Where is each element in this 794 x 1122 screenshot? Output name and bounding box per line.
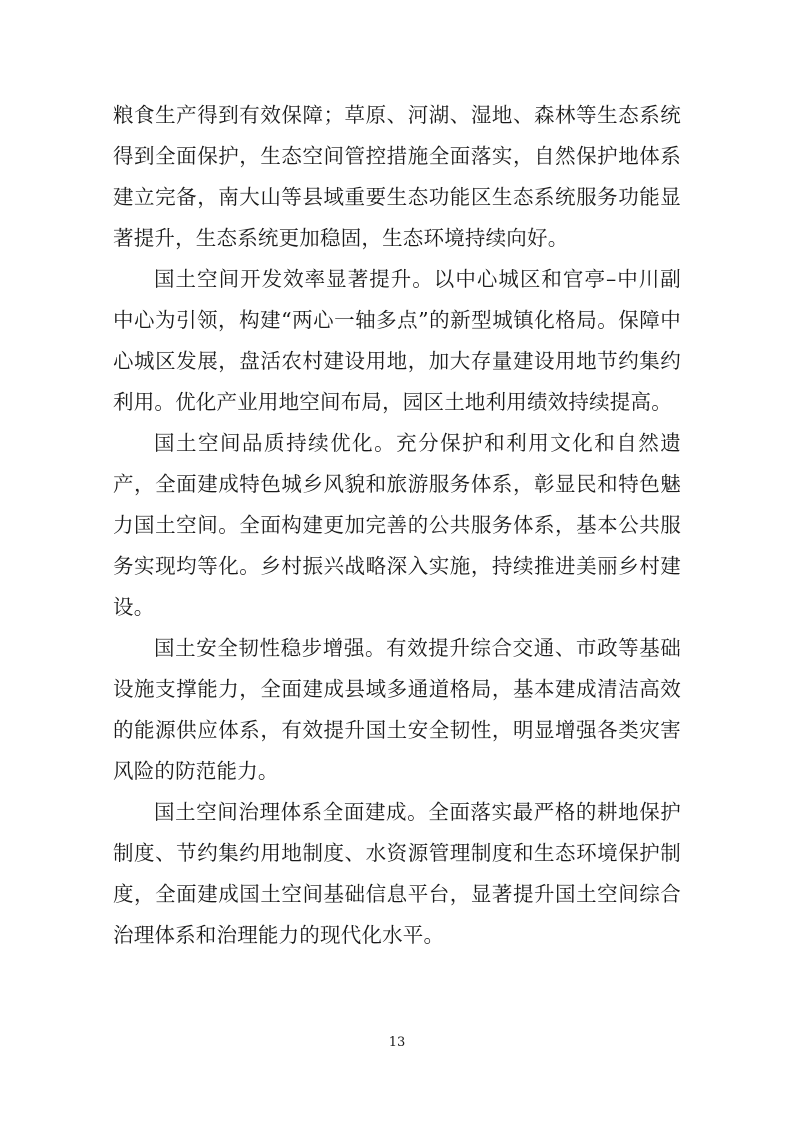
- paragraph: 国土空间治理体系全面建成。全面落实最严格的耕地保护制度、节约集约用地制度、水资源管理制度和生态环境保护制度，全面建成国土空间基础信息平台，显著提升国土空间综合治理体系和治理能力的现代化水平。: [113, 800, 681, 947]
- page-number: 13: [388, 1035, 406, 1050]
- paragraph: 国土空间品质持续优化。充分保护和利用文化和自然遗产，全面建成特色城乡风貌和旅游服务体系，彰显民和特色魅力国土空间。全面构建更加完善的公共服务体系，基本公共服务实现均等化。乡村振兴战略深入实施，持续推进美丽乡村建设。: [113, 431, 681, 619]
- paragraph: 国土空间开发效率显著提升。以中心城区和官亭–中川副中心为引领，构建“两心一轴多点”的新型城镇化格局。保障中心城区发展，盘活农村建设用地，加大存量建设用地节约集约利用。优化产业用地空间布局，园区土地利用绩效持续提高。: [113, 267, 681, 414]
- document-body: [113, 95, 681, 956]
- paragraph: 粮食生产得到有效保障；草原、河湖、湿地、森林等生态系统得到全面保护，生态空间管控措施全面落实，自然保护地体系建立完备，南大山等县域重要生态功能区生态系统服务功能显著提升，生态系统更加稳固，生态环境持续向好。: [113, 103, 681, 250]
- paragraph: 国土安全韧性稳步增强。有效提升综合交通、市政等基础设施支撑能力，全面建成县域多通道格局，基本建成清洁高效的能源供应体系，有效提升国土安全韧性，明显增强各类灾害风险的防范能力。: [113, 636, 681, 783]
